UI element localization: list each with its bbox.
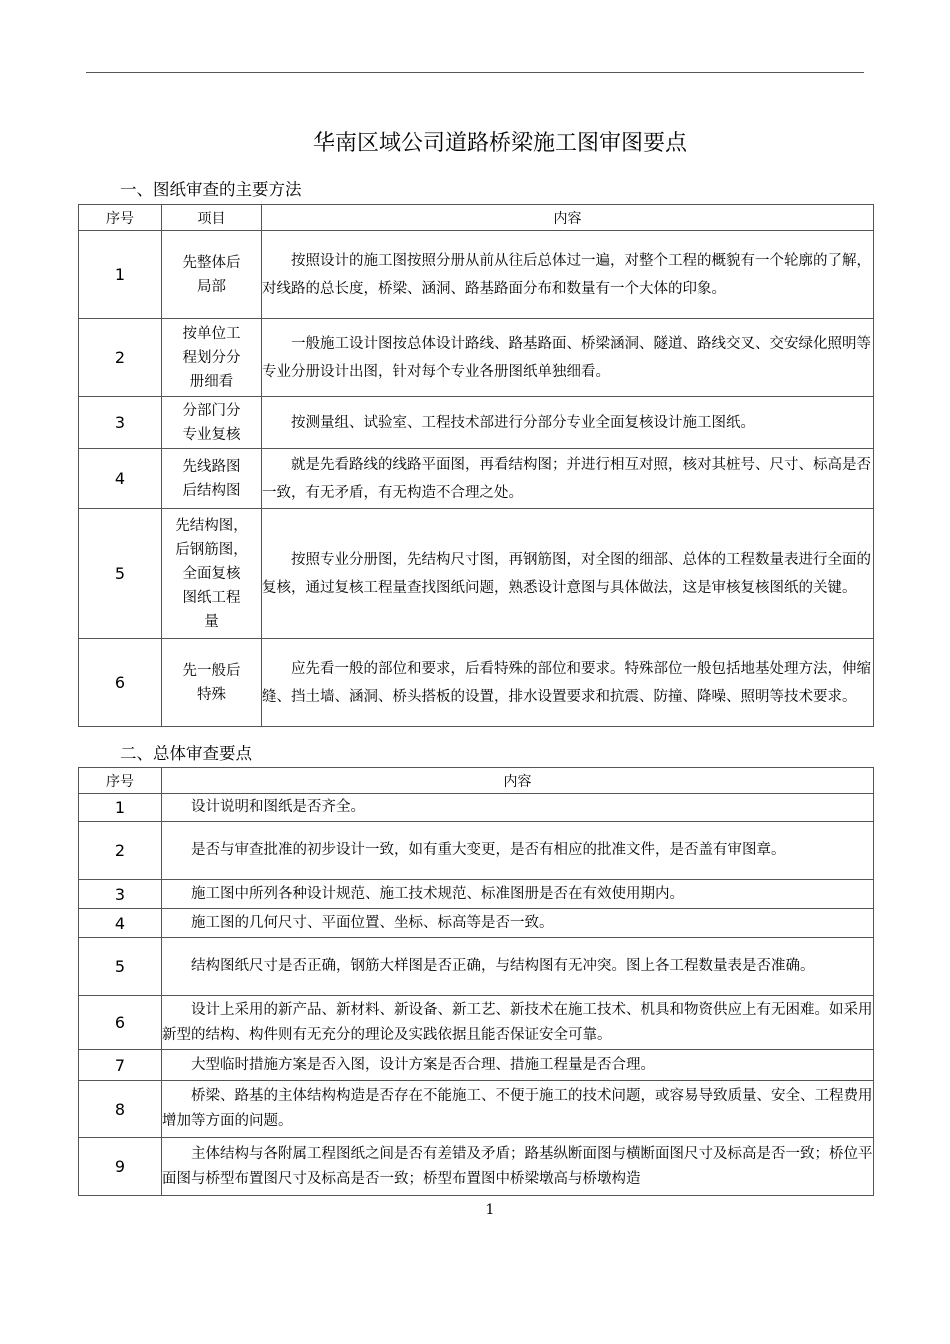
table-row [79, 319, 874, 397]
row-content: 设计上采用的新产品、新材料、新设备、新工艺、新技术在施工技术、机具和物资供应上有无困难。如采用新型的结构、构件则有无充分的理论及实践依据且能否保证安全可靠。 [162, 996, 874, 1050]
item-line: 局部 [197, 278, 226, 295]
row-number: 9 [79, 1138, 162, 1196]
row-number: 4 [79, 909, 162, 938]
row-content: 结构图纸尺寸是否正确，钢筋大样图是否正确，与结构图有无冲突。图上各工程数量表是否准确。 [162, 938, 874, 996]
header-rule [86, 72, 864, 73]
table-row [79, 1050, 874, 1081]
row-number: 6 [79, 996, 162, 1050]
row-content: 设计说明和图纸是否齐全。 [162, 794, 874, 822]
item-line: 程划分分 [182, 349, 241, 366]
item-line: 后钢筋图， [175, 541, 248, 558]
row-number: 1 [79, 794, 162, 822]
section1-heading: 一、图纸审查的主要方法 [120, 180, 302, 199]
row-item [162, 449, 262, 509]
row-number: 3 [79, 880, 162, 909]
row-content: 按照设计的施工图按照分册从前从往后总体过一遍，对整个工程的概貌有一个轮廓的了解，对线路的总长度，桥梁、涵洞、路基路面分布和数量有一个大体的印象。 [262, 231, 874, 319]
header-no: 序号 [79, 205, 162, 231]
row-number: 5 [79, 938, 162, 996]
row-item [162, 231, 262, 319]
section2-heading: 二、总体审查要点 [120, 744, 252, 763]
row-content: 施工图中所列各种设计规范、施工技术规范、标准图册是否在有效使用期内。 [162, 880, 874, 909]
row-content: 应先看一般的部位和要求，后看特殊的部位和要求。特殊部位一般包括地基处理方法，伸缩缝、挡土墙、涵洞、桥头搭板的设置，排水设置要求和抗震、防撞、降噪、照明等技术要求。 [262, 639, 874, 727]
row-number: 1 [79, 231, 162, 319]
item-line: 图纸工程 [182, 589, 241, 606]
table-row [79, 909, 874, 938]
row-content: 一般施工设计图按总体设计路线、路基路面、桥梁涵洞、隧道、路线交叉、交安绿化照明等专业分册设计出图，针对每个专业各册图纸单独细看。 [262, 319, 874, 397]
item-line: 分部门分 [182, 402, 241, 419]
table-row [79, 231, 874, 319]
table-row [79, 880, 874, 909]
row-number: 2 [79, 822, 162, 880]
table-header-row [79, 768, 874, 794]
table-row [79, 509, 874, 639]
header-content: 内容 [162, 768, 874, 794]
item-line: 先线路图 [182, 458, 241, 475]
item-line: 量 [204, 613, 219, 630]
item-line: 先整体后 [182, 254, 241, 271]
row-content: 是否与审查批准的初步设计一致，如有重大变更，是否有相应的批准文件，是否盖有审图章。 [162, 822, 874, 880]
row-number: 2 [79, 319, 162, 397]
row-item [162, 509, 262, 639]
item-line: 先一般后 [182, 662, 241, 679]
table-row [79, 639, 874, 727]
item-line: 册细看 [189, 373, 234, 390]
header-content: 内容 [262, 205, 874, 231]
row-number: 5 [79, 509, 162, 639]
header-item: 项目 [162, 205, 262, 231]
row-content: 就是先看路线的线路平面图，再看结构图；并进行相互对照，核对其桩号、尺寸、标高是否一致，有无矛盾，有无构造不合理之处。 [262, 449, 874, 509]
table-row [79, 794, 874, 822]
review-points-table [78, 767, 874, 1196]
row-item [162, 639, 262, 727]
table-row [79, 822, 874, 880]
document-title: 华南区域公司道路桥梁施工图审图要点 [312, 131, 687, 156]
item-line: 按单位工 [182, 325, 241, 342]
row-content: 按测量组、试验室、工程技术部进行分部分专业全面复核设计施工图纸。 [262, 397, 874, 449]
item-line: 全面复核 [182, 565, 241, 582]
row-number: 8 [79, 1081, 162, 1138]
table-row [79, 938, 874, 996]
row-content: 主体结构与各附属工程图纸之间是否有差错及矛盾；路基纵断面图与横断面图尺寸及标高是否一致；桥位平面图与桥型布置图尺寸及标高是否一致；桥型布置图中桥梁墩高与桥墩构造 [162, 1138, 874, 1196]
row-number: 3 [79, 397, 162, 449]
table-row [79, 397, 874, 449]
row-content: 大型临时措施方案是否入图，设计方案是否合理、措施工程量是否合理。 [162, 1050, 874, 1081]
header-no: 序号 [79, 768, 162, 794]
table-row [79, 1138, 874, 1196]
table-header-row [79, 205, 874, 231]
row-number: 7 [79, 1050, 162, 1081]
row-content: 施工图的几何尺寸、平面位置、坐标、标高等是否一致。 [162, 909, 874, 938]
row-number: 4 [79, 449, 162, 509]
row-number: 6 [79, 639, 162, 727]
row-content: 桥梁、路基的主体结构构造是否存在不能施工、不便于施工的技术问题，或容易导致质量、安全、工程费用增加等方面的问题。 [162, 1081, 874, 1138]
item-line: 先结构图， [175, 517, 248, 534]
methods-table [78, 204, 874, 727]
page-number: 1 [485, 1202, 495, 1218]
item-line: 专业复核 [182, 426, 241, 443]
item-line: 后结构图 [182, 482, 241, 499]
item-line: 特殊 [197, 686, 226, 703]
table-row [79, 1081, 874, 1138]
row-content: 按照专业分册图，先结构尺寸图，再钢筋图，对全图的细部、总体的工程数量表进行全面的复核，通过复核工程量查找图纸问题，熟悉设计意图与具体做法，这是审核复核图纸的关键。 [262, 509, 874, 639]
row-item [162, 397, 262, 449]
table-row [79, 449, 874, 509]
table-row [79, 996, 874, 1050]
row-item [162, 319, 262, 397]
